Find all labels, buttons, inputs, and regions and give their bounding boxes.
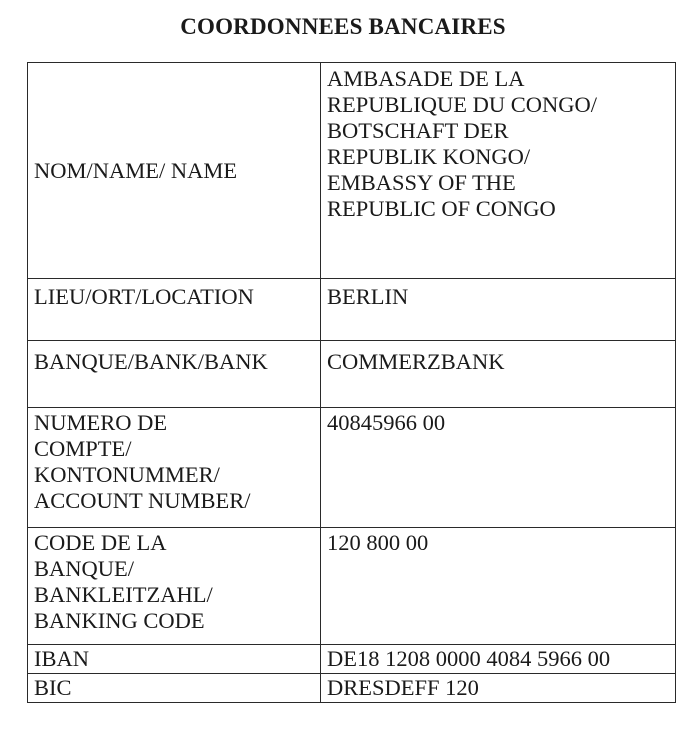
table-row-bank-code [28, 528, 676, 645]
iban-label: IBAN [28, 645, 321, 674]
name-label: NOM/NAME/ NAME [28, 63, 321, 279]
table-row-location [28, 279, 676, 341]
bank-details-table [27, 62, 676, 703]
account-number-value: 40845966 00 [321, 408, 676, 528]
table-row-iban [28, 645, 676, 674]
bic-value: DRESDEFF 120 [321, 674, 676, 703]
table-row-bank [28, 341, 676, 408]
location-value: BERLIN [321, 279, 676, 341]
bank-code-label: CODE DE LA BANQUE/ BANKLEITZAHL/ BANKING CODE [28, 528, 321, 645]
table-row-account-number [28, 408, 676, 528]
bic-label: BIC [28, 674, 321, 703]
page-title: COORDONNEES BANCAIRES [180, 14, 506, 39]
table-row-bic [28, 674, 676, 703]
account-number-label: NUMERO DE COMPTE/ KONTONUMMER/ ACCOUNT NUMBER/ [28, 408, 321, 528]
bank-label: BANQUE/BANK/BANK [28, 341, 321, 408]
location-label: LIEU/ORT/LOCATION [28, 279, 321, 341]
bank-code-value: 120 800 00 [321, 528, 676, 645]
name-value: AMBASADE DE LA REPUBLIQUE DU CONGO/ BOTSCHAFT DER REPUBLIK KONGO/ EMBASSY OF THE REPUBLIC OF CONGO [321, 63, 676, 279]
table-row-name [28, 63, 676, 279]
iban-value: DE18 1208 0000 4084 5966 00 [321, 645, 676, 674]
bank-value: COMMERZBANK [321, 341, 676, 408]
